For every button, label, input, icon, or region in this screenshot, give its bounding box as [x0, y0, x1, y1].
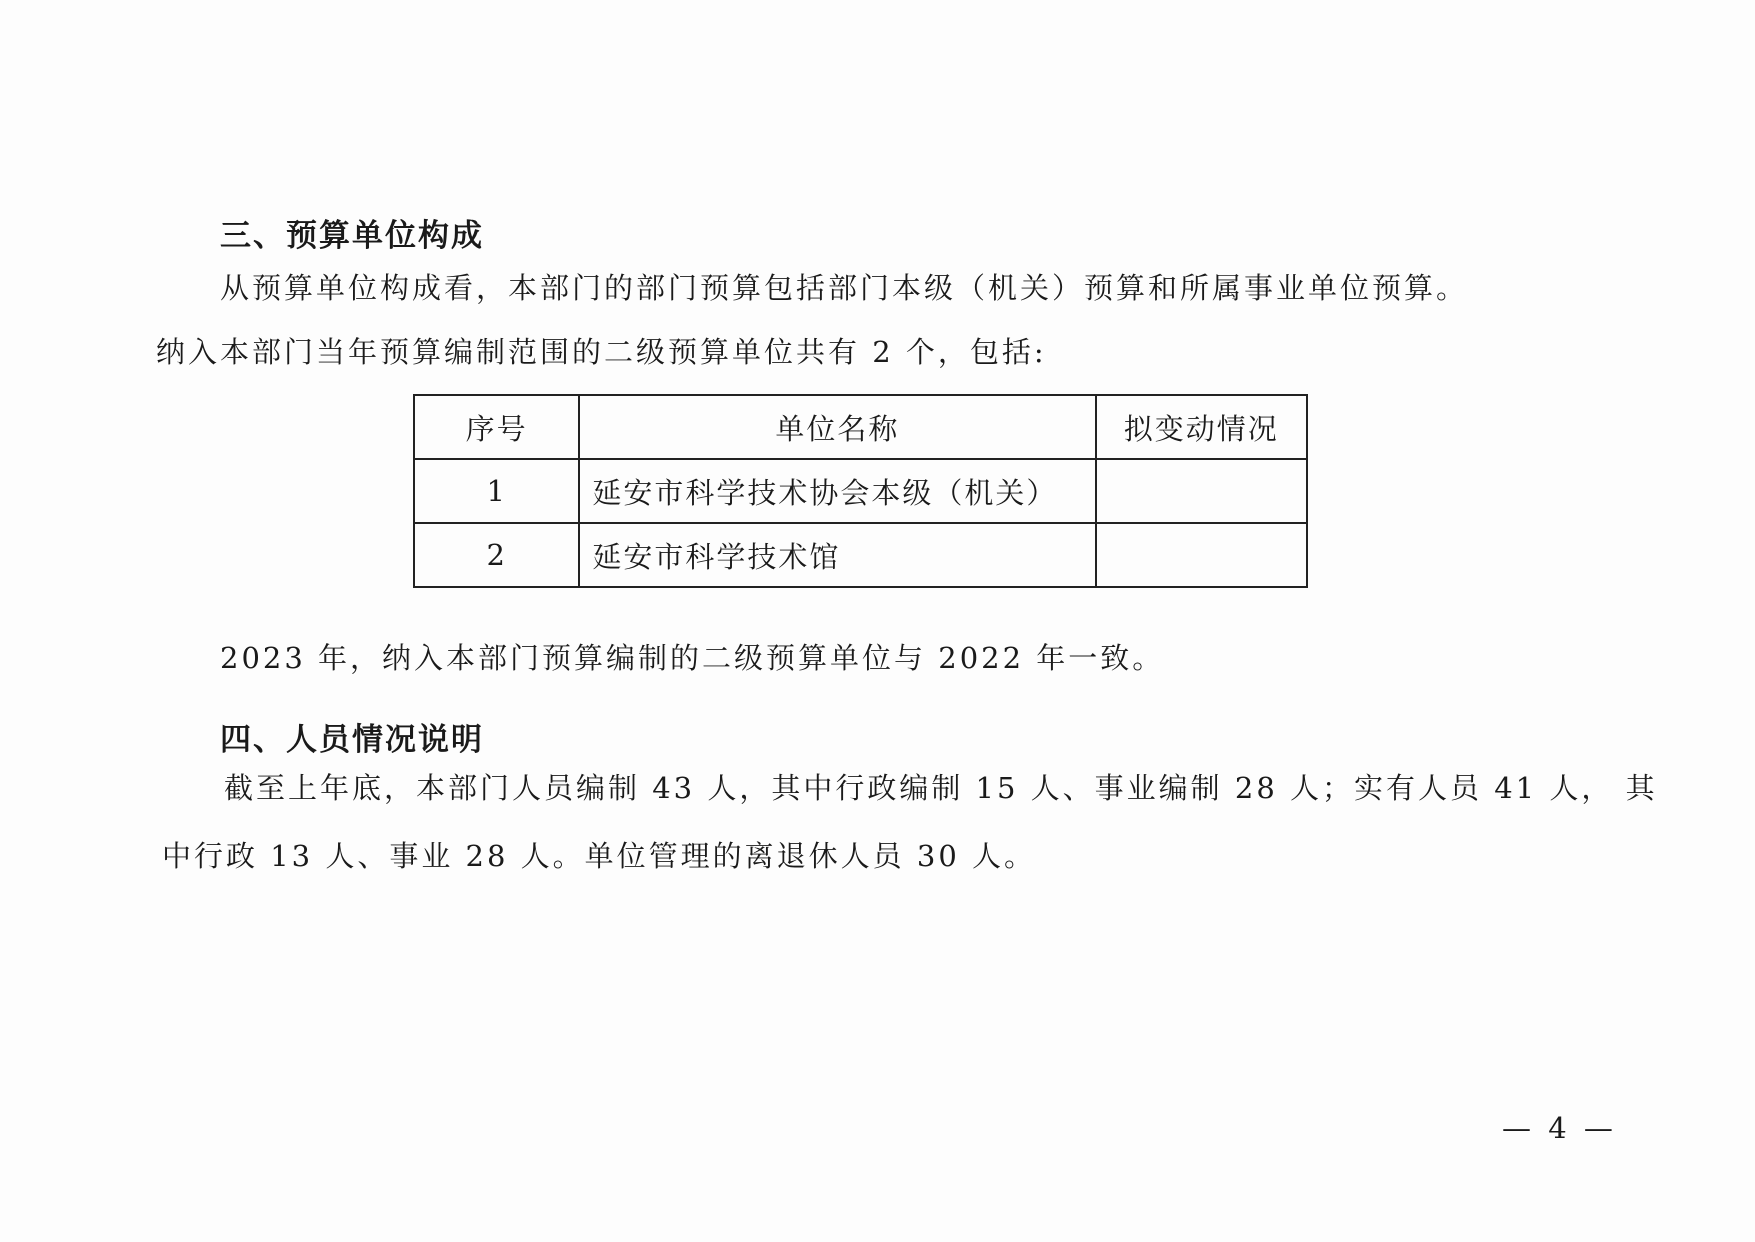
section-4-paragraph-line-1: 截至上年底，本部门人员编制 43 人，其中行政编制 15 人、事业编制 28 人；实有人员 41 人， 其 [224, 771, 1658, 805]
row-unit-name: 延安市科学技术馆 [579, 523, 1095, 587]
row-serial-number: 2 [414, 523, 579, 587]
row-planned-change [1096, 459, 1308, 523]
section-4-heading: 四、人员情况说明 [220, 722, 484, 758]
table-row [414, 459, 1307, 523]
table-row [414, 523, 1307, 587]
after-table-paragraph: 2023 年，纳入本部门预算编制的二级预算单位与 2022 年一致。 [220, 641, 1165, 675]
row-unit-name: 延安市科学技术协会本级（机关） [579, 459, 1095, 523]
header-serial-number: 序号 [414, 395, 579, 459]
row-planned-change [1096, 523, 1308, 587]
section-3-paragraph-line-2: 纳入本部门当年预算编制范围的二级预算单位共有 2 个，包括: [156, 335, 1047, 369]
section-4-paragraph-line-2: 中行政 13 人、事业 28 人。单位管理的离退休人员 30 人。 [162, 839, 1037, 873]
budget-units-table [413, 394, 1308, 588]
table-header-row [414, 395, 1307, 459]
header-planned-change: 拟变动情况 [1096, 395, 1308, 459]
row-serial-number: 1 [414, 459, 579, 523]
page-number: — 4 — [1502, 1111, 1617, 1145]
section-3-paragraph-line-1: 从预算单位构成看，本部门的部门预算包括部门本级（机关）预算和所属事业单位预算。 [220, 271, 1469, 305]
header-unit-name: 单位名称 [579, 395, 1095, 459]
section-3-heading: 三、预算单位构成 [220, 218, 484, 254]
